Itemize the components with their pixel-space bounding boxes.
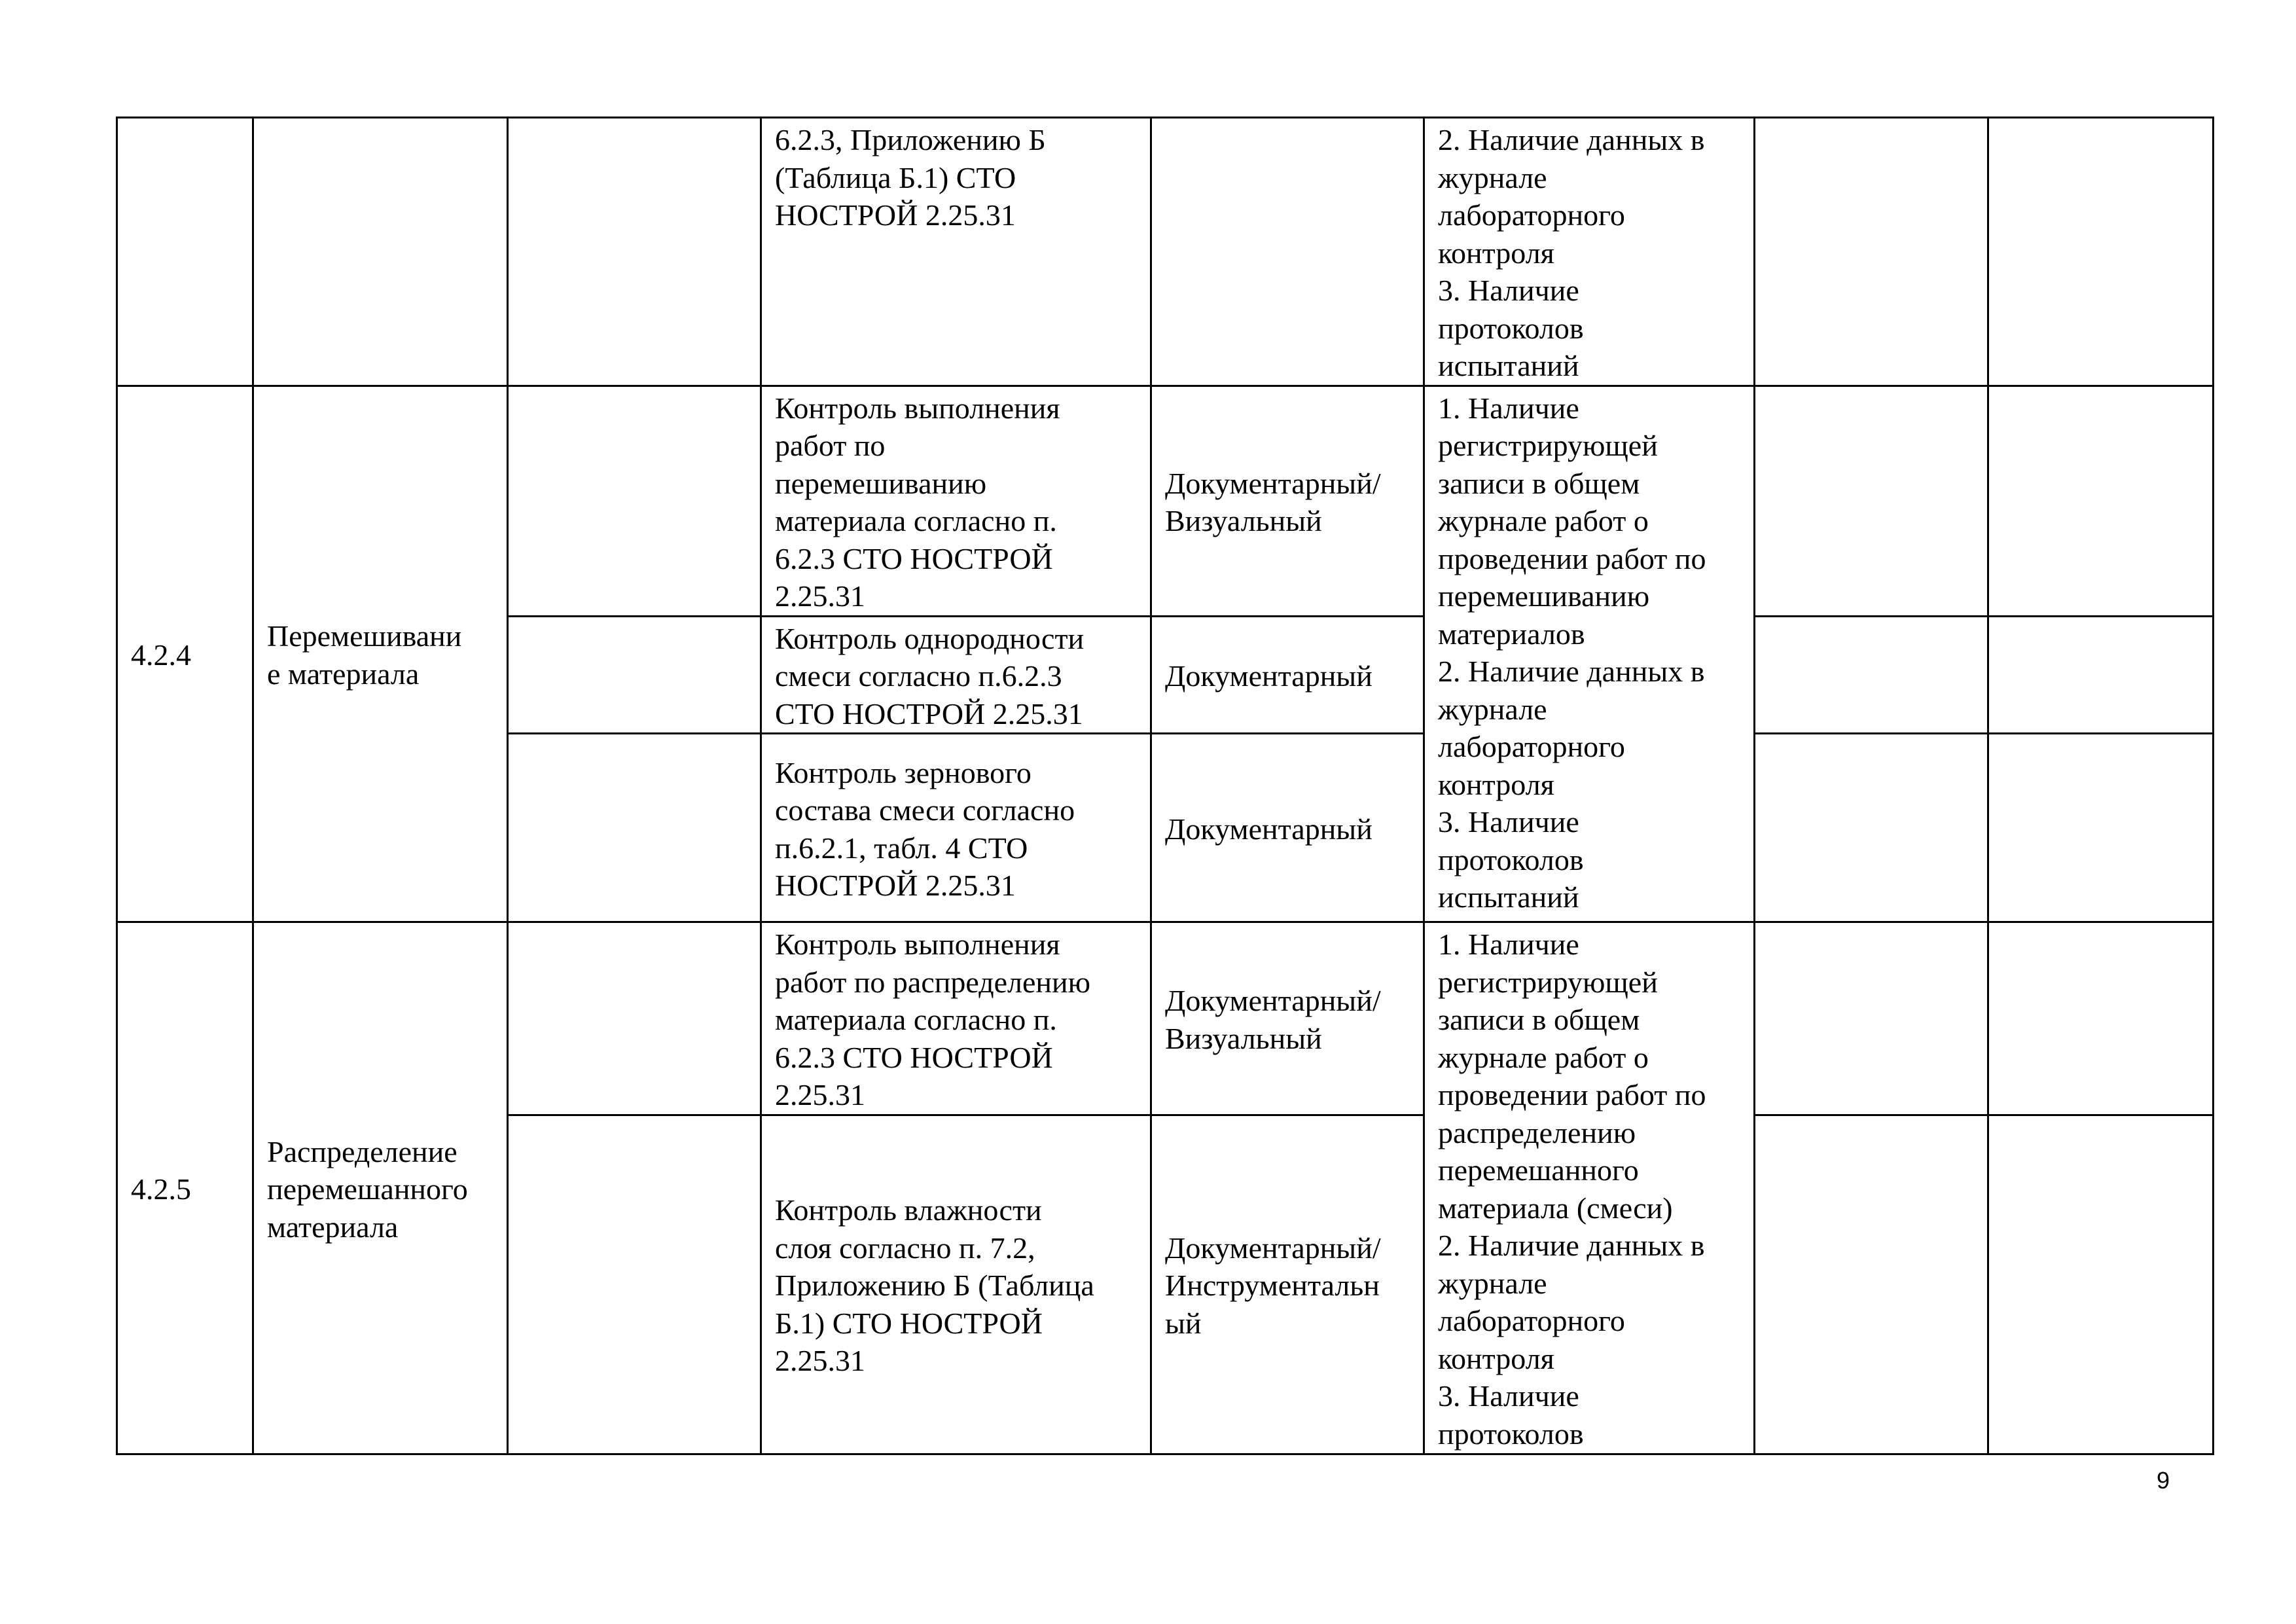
cell-control-criteria: Контроль влажности слоя согласно п. 7.2, Приложению Б (Таблица Б.1) СТО НОСТРОЙ 2.25.31	[761, 1115, 1151, 1454]
cell-evidence: 1. Наличие регистрирующей записи в общем журнале работ о проведении работ по распределению перемешанного материала (смеси) 2. Наличие данных в журнале лабораторного контроля 3. Наличие протоколов	[1424, 922, 1755, 1454]
cell-control-method: Документарный	[1151, 616, 1424, 734]
cell-control-method: Документарный	[1151, 734, 1424, 922]
cell-empty	[1988, 118, 2214, 386]
cell-empty	[508, 1115, 761, 1454]
cell-empty	[1755, 734, 1988, 922]
cell-empty	[1755, 386, 1988, 616]
cell-empty	[1755, 118, 1988, 386]
cell-number: 4.2.5	[117, 922, 253, 1454]
control-table	[116, 117, 2214, 1455]
cell-control-method: Документарный/ Визуальный	[1151, 386, 1424, 616]
cell-control-criteria: Контроль выполнения работ по перемешиванию материала согласно п. 6.2.3 СТО НОСТРОЙ 2.25.31	[761, 386, 1151, 616]
cell-empty	[1988, 734, 2214, 922]
cell-empty	[508, 118, 761, 386]
cell-number	[117, 118, 253, 386]
cell-empty	[1988, 386, 2214, 616]
cell-control-method: Документарный/ Инструментальн ый	[1151, 1115, 1424, 1454]
cell-stage-name	[253, 118, 508, 386]
cell-control-criteria: Контроль зернового состава смеси согласно п.6.2.1, табл. 4 СТО НОСТРОЙ 2.25.31	[761, 734, 1151, 922]
cell-stage-name: Перемешивани е материала	[253, 386, 508, 922]
cell-control-criteria: 6.2.3, Приложению Б (Таблица Б.1) СТО НОСТРОЙ 2.25.31	[761, 118, 1151, 386]
cell-empty	[508, 734, 761, 922]
cell-empty	[1988, 1115, 2214, 1454]
cell-empty	[1988, 922, 2214, 1115]
cell-evidence: 2. Наличие данных в журнале лабораторного контроля 3. Наличие протоколов испытаний	[1424, 118, 1755, 386]
cell-evidence: 1. Наличие регистрирующей записи в общем журнале работ о проведении работ по перемешиванию материалов 2. Наличие данных в журнале лабораторного контроля 3. Наличие протоколов испытаний	[1424, 386, 1755, 922]
cell-empty	[1988, 616, 2214, 734]
table-row	[117, 386, 2214, 616]
cell-number: 4.2.4	[117, 386, 253, 922]
cell-empty	[1755, 616, 1988, 734]
table-row	[117, 118, 2214, 386]
cell-empty	[1755, 1115, 1988, 1454]
table-row	[117, 922, 2214, 1115]
cell-control-criteria: Контроль однородности смеси согласно п.6.2.3 СТО НОСТРОЙ 2.25.31	[761, 616, 1151, 734]
cell-empty	[508, 922, 761, 1115]
cell-empty	[508, 386, 761, 616]
page-number: 9	[2156, 1467, 2170, 1494]
cell-control-method	[1151, 118, 1424, 386]
cell-control-criteria: Контроль выполнения работ по распределению материала согласно п. 6.2.3 СТО НОСТРОЙ 2.25.31	[761, 922, 1151, 1115]
cell-stage-name: Распределение перемешанного материала	[253, 922, 508, 1454]
cell-empty	[1755, 922, 1988, 1115]
cell-control-method: Документарный/ Визуальный	[1151, 922, 1424, 1115]
cell-empty	[508, 616, 761, 734]
